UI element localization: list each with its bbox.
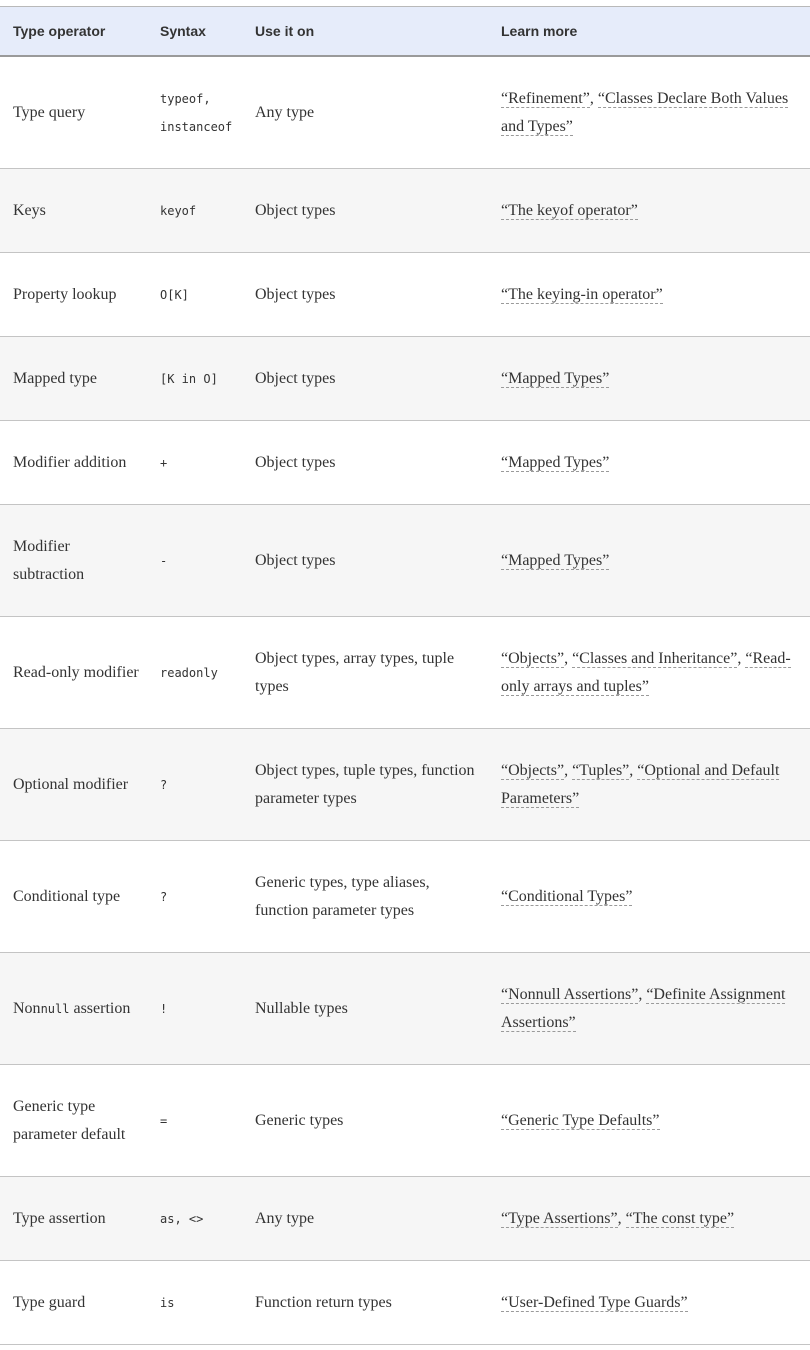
syntax-cell: [150, 617, 243, 729]
learn-more-cell: [488, 1261, 810, 1345]
header-type-operator: Type operator: [0, 7, 150, 57]
header-use-it-on: Use it on: [243, 7, 488, 57]
type-operators-table: [0, 6, 810, 1345]
learn-more-link[interactable]: “The keyof operator”: [501, 201, 638, 219]
use-cell: Generic types, type aliases, function parameter types: [243, 841, 488, 953]
operator-cell: Modifier addition: [0, 421, 150, 505]
operator-code: null: [40, 1001, 70, 1016]
learn-more-cell: “Objects”, “Tuples”, “Optional and Default Parameters”: [488, 729, 810, 841]
learn-more-link[interactable]: “Type Assertions”: [501, 1209, 618, 1227]
syntax-cell: [150, 337, 243, 421]
learn-more-cell: [488, 253, 810, 337]
table-row: [0, 1261, 810, 1345]
table-row: [0, 841, 810, 953]
learn-more-cell: [488, 1065, 810, 1177]
use-cell: Function return types: [243, 1261, 488, 1345]
operator-text: Non: [13, 999, 41, 1017]
operator-cell: [0, 953, 150, 1065]
table-row: [0, 953, 810, 1065]
syntax-code: as, <>: [160, 1211, 204, 1226]
learn-more-link[interactable]: “Tuples”: [572, 761, 630, 779]
operator-cell: Keys: [0, 169, 150, 253]
syntax-code: [K in O]: [160, 371, 218, 386]
header-learn-more: Learn more: [488, 7, 810, 57]
learn-more-link[interactable]: “Nonnull Assertions”: [501, 985, 639, 1003]
syntax-code: instanceof: [160, 119, 233, 134]
use-cell: Object types: [243, 421, 488, 505]
learn-more-cell: [488, 505, 810, 617]
table-row: [0, 617, 810, 729]
operator-cell: Read-only modifier: [0, 617, 150, 729]
syntax-code: O[K]: [160, 287, 189, 302]
syntax-code: +: [160, 455, 168, 470]
syntax-cell: [150, 253, 243, 337]
syntax-code: readonly: [160, 665, 218, 680]
learn-more-link[interactable]: “Generic Type Defaults”: [501, 1111, 660, 1129]
learn-more-link[interactable]: “Refinement”: [501, 89, 590, 107]
table-row: [0, 729, 810, 841]
learn-more-cell: “Nonnull Assertions”, “Definite Assignment Assertions”: [488, 953, 810, 1065]
syntax-code: -: [160, 553, 168, 568]
table-row: [0, 56, 810, 169]
syntax-cell: [150, 505, 243, 617]
table-row: [0, 169, 810, 253]
use-cell: Object types, tuple types, function parameter types: [243, 729, 488, 841]
learn-more-link[interactable]: “Mapped Types”: [501, 369, 610, 387]
syntax-cell: [150, 421, 243, 505]
learn-more-cell: “Type Assertions”, “The const type”: [488, 1177, 810, 1261]
operator-cell: Modifier subtraction: [0, 505, 150, 617]
syntax-cell: [150, 169, 243, 253]
learn-more-link[interactable]: “Classes Declare Both Values and Types”: [501, 89, 789, 135]
learn-more-link[interactable]: “Mapped Types”: [501, 551, 610, 569]
learn-more-cell: [488, 337, 810, 421]
learn-more-link[interactable]: “Mapped Types”: [501, 453, 610, 471]
syntax-code: ?: [160, 889, 168, 904]
syntax-code: ?: [160, 777, 168, 792]
use-cell: Object types: [243, 253, 488, 337]
learn-more-cell: “Refinement”, “Classes Declare Both Values and Types”: [488, 56, 810, 169]
learn-more-link[interactable]: “Objects”: [501, 761, 565, 779]
learn-more-cell: [488, 421, 810, 505]
table-row: [0, 337, 810, 421]
syntax-cell: [150, 1261, 243, 1345]
use-cell: Any type: [243, 1177, 488, 1261]
use-cell: Any type: [243, 56, 488, 169]
learn-more-cell: “Objects”, “Classes and Inheritance”, “Read-only arrays and tuples”: [488, 617, 810, 729]
syntax-code: is: [160, 1295, 175, 1310]
table-row: [0, 505, 810, 617]
use-cell: Object types: [243, 337, 488, 421]
table-row: [0, 253, 810, 337]
operator-cell: Generic type parameter default: [0, 1065, 150, 1177]
syntax-code: keyof: [160, 203, 197, 218]
table-header-row: [0, 7, 810, 57]
use-cell: Nullable types: [243, 953, 488, 1065]
header-syntax: Syntax: [150, 7, 243, 57]
learn-more-cell: [488, 169, 810, 253]
use-cell: Object types, array types, tuple types: [243, 617, 488, 729]
syntax-cell: [150, 1177, 243, 1261]
use-cell: Generic types: [243, 1065, 488, 1177]
learn-more-link[interactable]: “Objects”: [501, 649, 565, 667]
operator-text: assertion: [69, 999, 131, 1017]
learn-more-link[interactable]: “User-Defined Type Guards”: [501, 1293, 688, 1311]
learn-more-link[interactable]: “Definite Assignment Assertions”: [501, 985, 786, 1031]
use-cell: Object types: [243, 169, 488, 253]
table-row: [0, 1065, 810, 1177]
use-cell: Object types: [243, 505, 488, 617]
syntax-cell: [150, 1065, 243, 1177]
operator-cell: Type query: [0, 56, 150, 169]
learn-more-link[interactable]: “Read-only arrays and tuples”: [501, 649, 791, 695]
learn-more-link[interactable]: “Conditional Types”: [501, 887, 633, 905]
syntax-code: =: [160, 1113, 168, 1128]
syntax-code: !: [160, 1001, 168, 1016]
operator-cell: Property lookup: [0, 253, 150, 337]
learn-more-link[interactable]: “Optional and Default Parameters”: [501, 761, 780, 807]
syntax-cell: [150, 56, 243, 169]
syntax-cell: [150, 953, 243, 1065]
learn-more-link[interactable]: “Classes and Inheritance”: [572, 649, 738, 667]
syntax-cell: [150, 729, 243, 841]
operator-cell: Optional modifier: [0, 729, 150, 841]
syntax-code: typeof,: [160, 91, 211, 106]
learn-more-link[interactable]: “The const type”: [625, 1209, 735, 1227]
learn-more-link[interactable]: “The keying-in operator”: [501, 285, 663, 303]
operator-cell: Type assertion: [0, 1177, 150, 1261]
table-row: [0, 1177, 810, 1261]
operator-cell: Conditional type: [0, 841, 150, 953]
syntax-cell: [150, 841, 243, 953]
table-row: [0, 421, 810, 505]
operator-cell: Mapped type: [0, 337, 150, 421]
operator-cell: Type guard: [0, 1261, 150, 1345]
learn-more-cell: [488, 841, 810, 953]
